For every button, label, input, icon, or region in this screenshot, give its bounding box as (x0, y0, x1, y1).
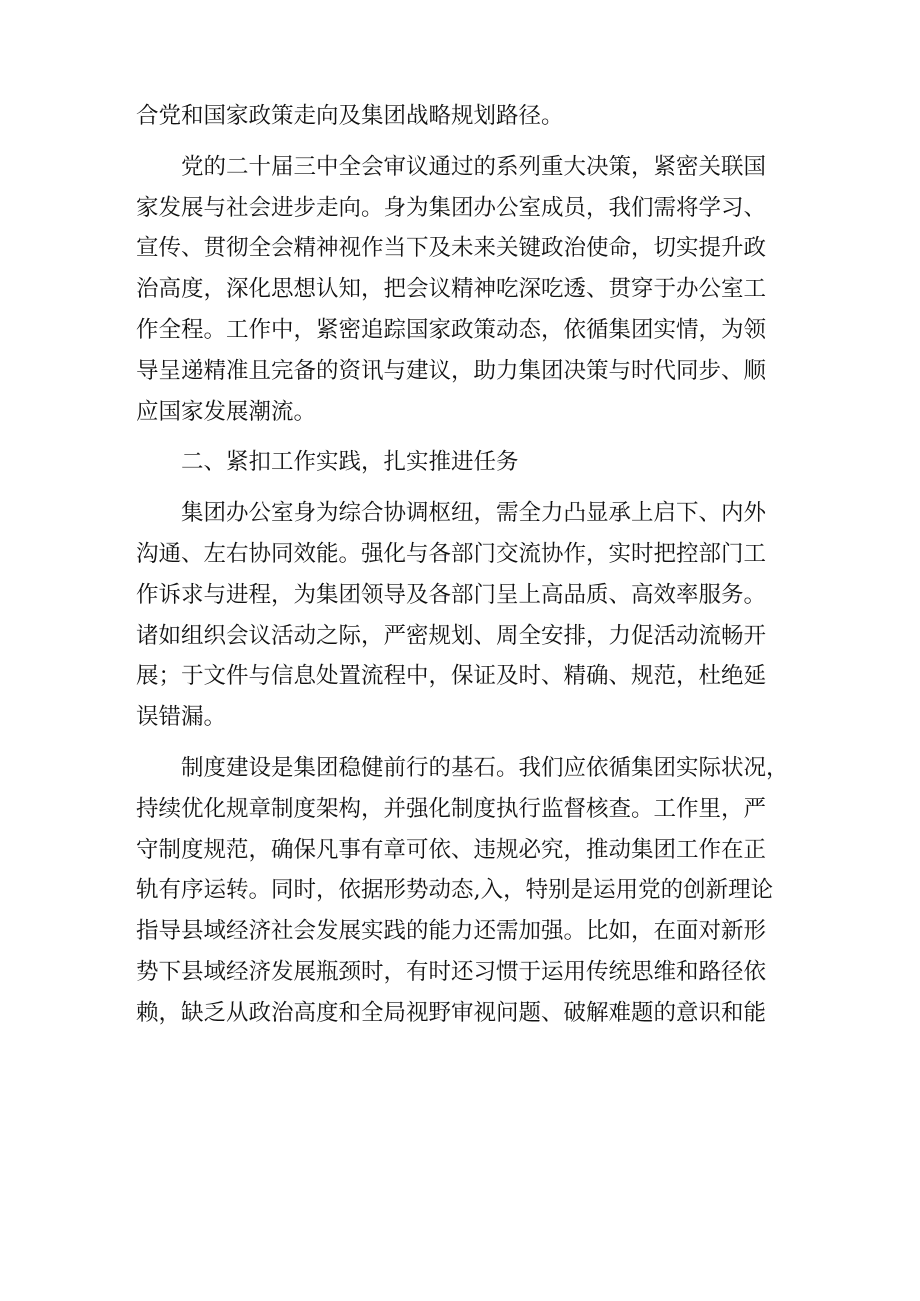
text-line: 宣传、贯彻全会精神视作当下及未来关键政治使命，切实提升政 (136, 235, 767, 262)
body-text (136, 96, 796, 1034)
text-line: 导呈递精准且完备的资讯与建议，助力集团决策与时代同步、顺 (136, 357, 767, 384)
text-line: 轨有序运转。同时，依据形势动态,入，特别是运用党的创新理论 (136, 877, 774, 904)
text-line: 沟通、左右协同效能。强化与各部门交流协作，实时把控部门工 (136, 540, 767, 567)
text-line: 合党和国家政策走向及集团战略规划路径。 (136, 103, 564, 129)
text-line: 家发展与社会进步走向。身为集团办公室成员，我们需将学习、 (136, 194, 767, 221)
text-line: 诸如组织会议活动之际，严密规划、周全安排，力促活动流畅开 (136, 622, 767, 649)
paragraph-start-line: 党的二十届三中全会审议通过的系列重大决策，紧密关联国 (181, 153, 767, 180)
text-line: 作诉求与进程，为集团领导及各部门呈上高品质、高效率服务。 (136, 581, 767, 608)
text-line: 指导县域经济社会发展实践的能力还需加强。比如，在面对新形 (136, 918, 767, 945)
text-line: 势下县域经济发展瓶颈时，有时还习惯于运用传统思维和路径依 (136, 958, 767, 985)
text-line: 应国家发展潮流。 (136, 398, 317, 425)
text-line: 治高度，深化思想认知，把会议精神吃深吃透、贯穿于办公室工 (136, 276, 767, 303)
text-line: 作全程。工作中，紧密追踪国家政策动态，依循集团实情，为领 (136, 316, 767, 343)
paragraph-start-line: 制度建设是集团稳健前行的基石。我们应依循集团实际状况， (181, 754, 789, 781)
text-line: 守制度规范，确保凡事有章可依、违规必究，推动集团工作在正 (136, 836, 767, 863)
paragraph-start-line: 集团办公室身为综合协调枢纽，需全力凸显承上启下、内外 (181, 500, 767, 527)
text-line: 误错漏。 (136, 704, 227, 731)
text-line: 展；于文件与信息处置流程中，保证及时、精确、规范，杜绝延 (136, 663, 767, 690)
text-line: 持续优化规章制度架构，并强化制度执行监督核查。工作里，严 (136, 795, 767, 822)
section-heading: 二、紧扣工作实践，扎实推进任务 (181, 449, 519, 476)
text-line: 赖，缺乏从政治高度和全局视野审视问题、破解难题的意识和能 (136, 999, 767, 1026)
